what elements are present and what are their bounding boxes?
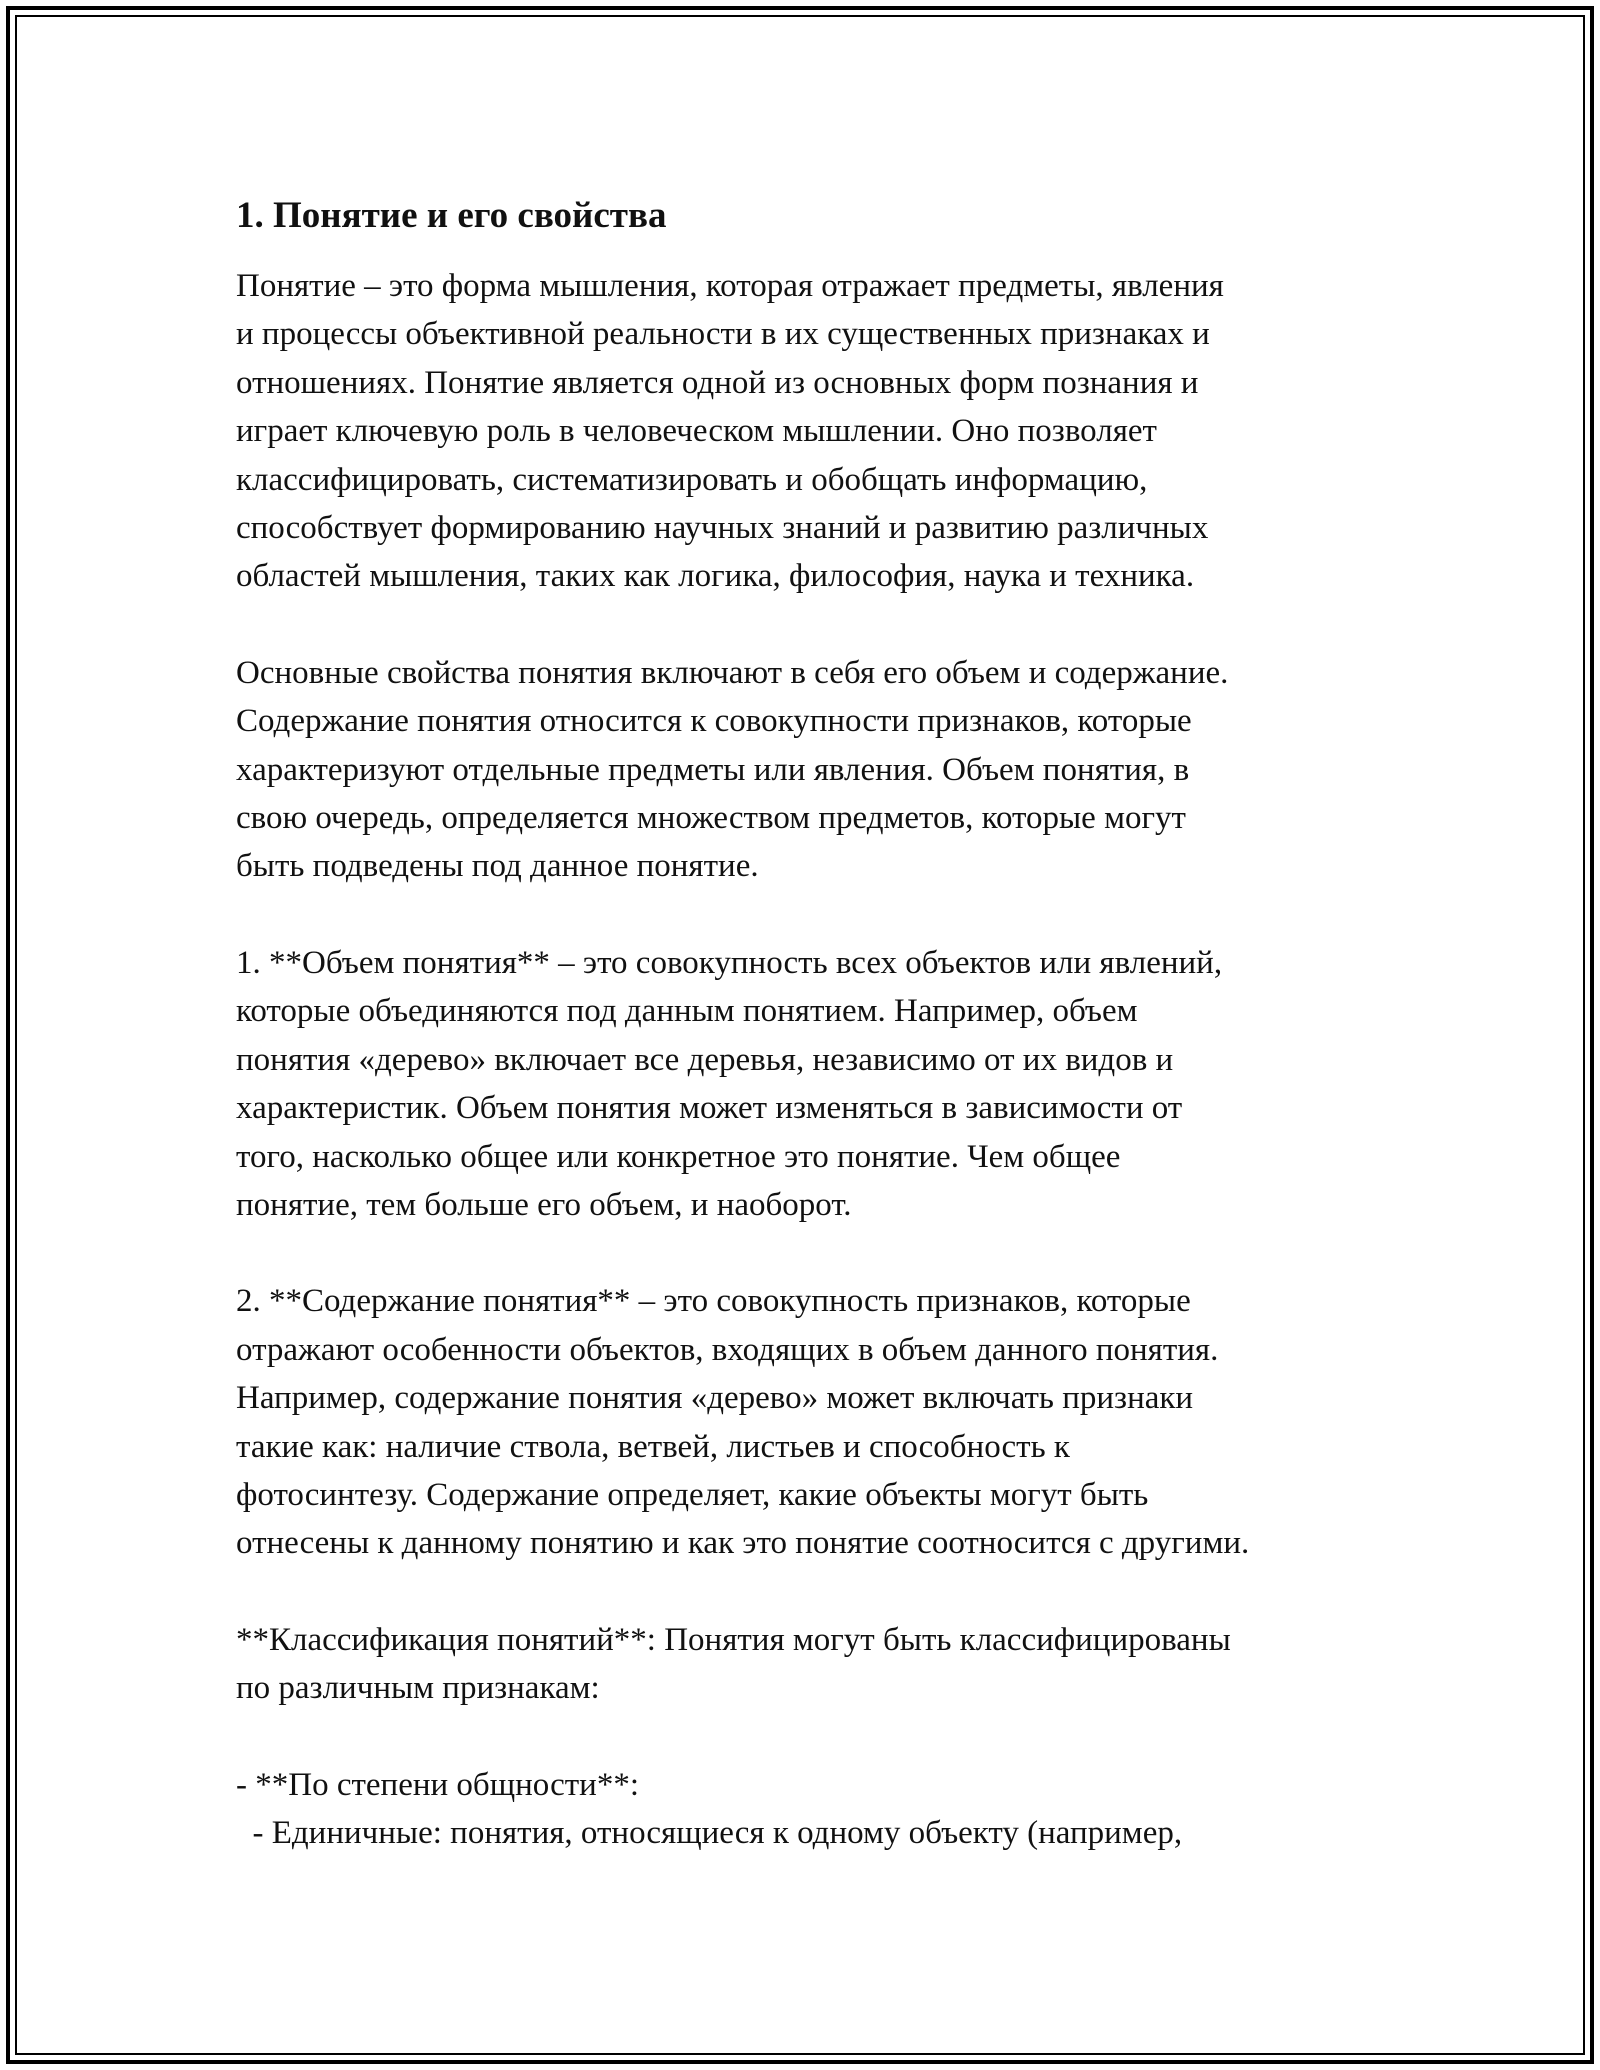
paragraph-content: 2. **Содержание понятия** – это совокупность признаков, которые отражают особенности объектов, входящих в объем данного понятия. Например, содержание понятия «дерево» может включать признаки такие как: наличие ствола, ветвей, листьев и способность к фотосинтезу. Содержание определяет, какие объекты могут быть отнесены к данному понятию и как это понятие соотносится с другими. [236,1283,1250,1562]
paragraph-generality-list: - **По степени общности**: - Единичные: понятия, относящиеся к одному объекту (например, [236,1766,1183,1851]
spacer [236,1713,1416,1761]
spacer [236,601,1416,649]
document-page [236,190,1416,1857]
paragraph-definition: Понятие – это форма мышления, которая отражает предметы, явления и процессы объективной реальности в их существенных признаках и отношениях. Понятие является одной из основных форм познания и играет ключевую роль в человеческом мышлении. Оно позволяет классифицировать, систематизировать и обобщать информацию, способствует формированию научных знаний и развитию различных областей мышления, таких как логика, философия, наука и техника. [236,268,1224,595]
spacer [236,1229,1416,1277]
spacer [236,1568,1416,1616]
spacer [236,891,1416,939]
paragraph-properties: Основные свойства понятия включают в себя его объем и содержание. Содержание понятия относится к совокупности признаков, которые характеризуют отдельные предметы или явления. Объем понятия, в свою очередь, определяется множеством предметов, которые могут быть подведены под данное понятие. [236,654,1229,885]
paragraph-volume: 1. **Объем понятия** – это совокупность всех объектов или явлений, которые объединяются под данным понятием. Например, объем понятия «дерево» включает все деревья, независимо от их видов и характеристик. Объем понятия может изменяться в зависимости от того, насколько общее или конкретное это понятие. Чем общее понятие, тем больше его объем, и наоборот. [236,944,1223,1223]
spacer [236,242,1416,262]
paragraph-classification: **Классификация понятий**: Понятия могут быть классифицированы по различным признакам: [236,1621,1231,1707]
section-heading: 1. Понятие и его свойства [236,195,667,236]
